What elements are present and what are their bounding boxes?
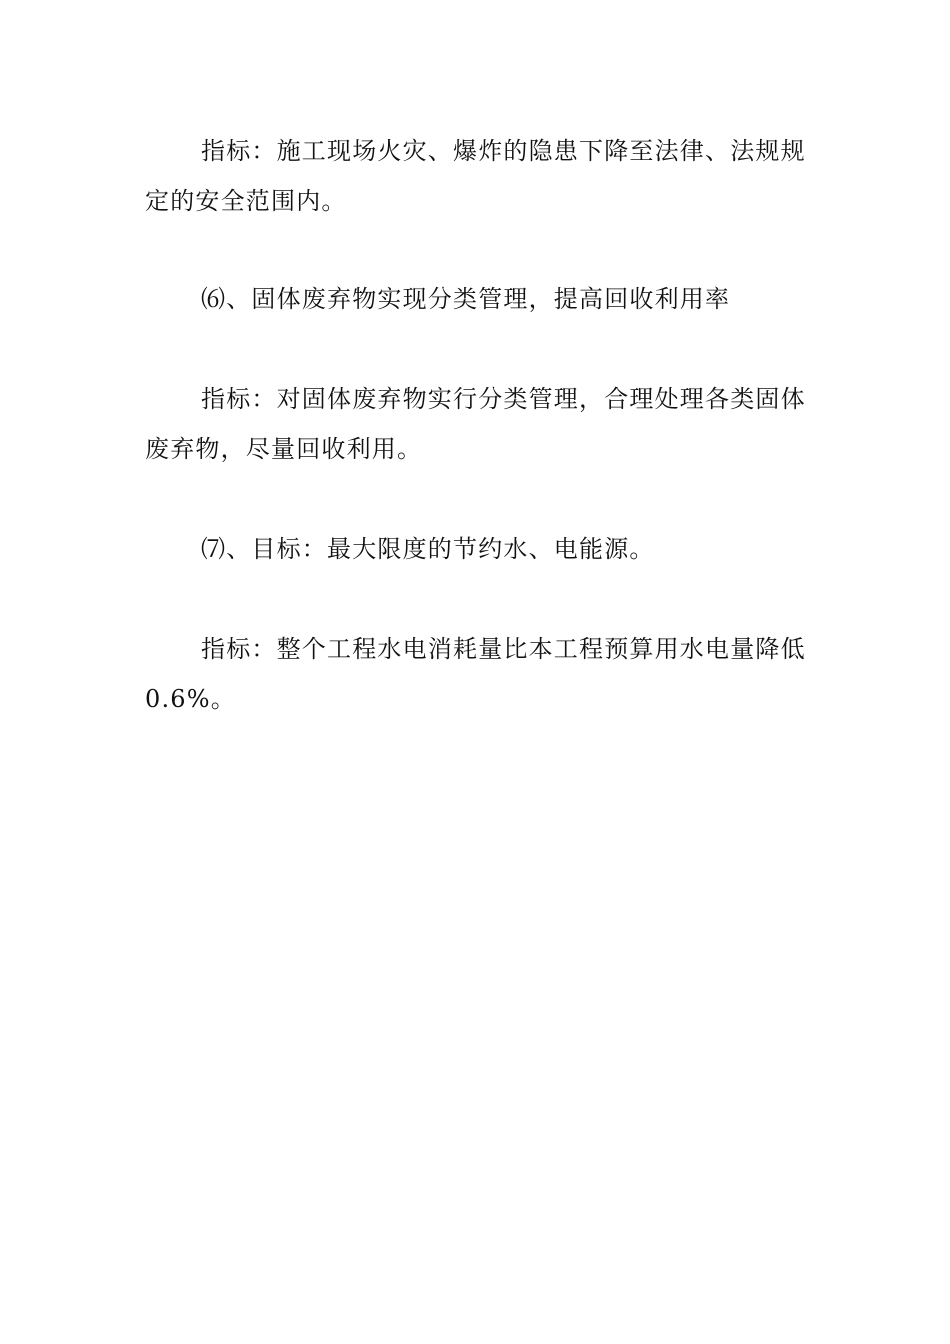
paragraph-energy-goal: ⑺、目标：最大限度的节约水、电能源。 xyxy=(201,535,655,563)
paragraph-solid-waste-goal: ⑹、固体废弃物实现分类管理，提高回收利用率 xyxy=(201,285,731,313)
paragraph-solid-waste-indicator: 指标：对固体废弃物实行分类管理，合理处理各类固体废弃物，尽量回收利用。 xyxy=(145,385,806,463)
paragraph-fire-safety-indicator: 指标：施工现场火灾、爆炸的隐患下降至法律、法规规定的安全范围内。 xyxy=(145,137,806,215)
paragraph-energy-indicator: 指标：整个工程水电消耗量比本工程预算用水电量降低0.6%。 xyxy=(145,635,806,713)
